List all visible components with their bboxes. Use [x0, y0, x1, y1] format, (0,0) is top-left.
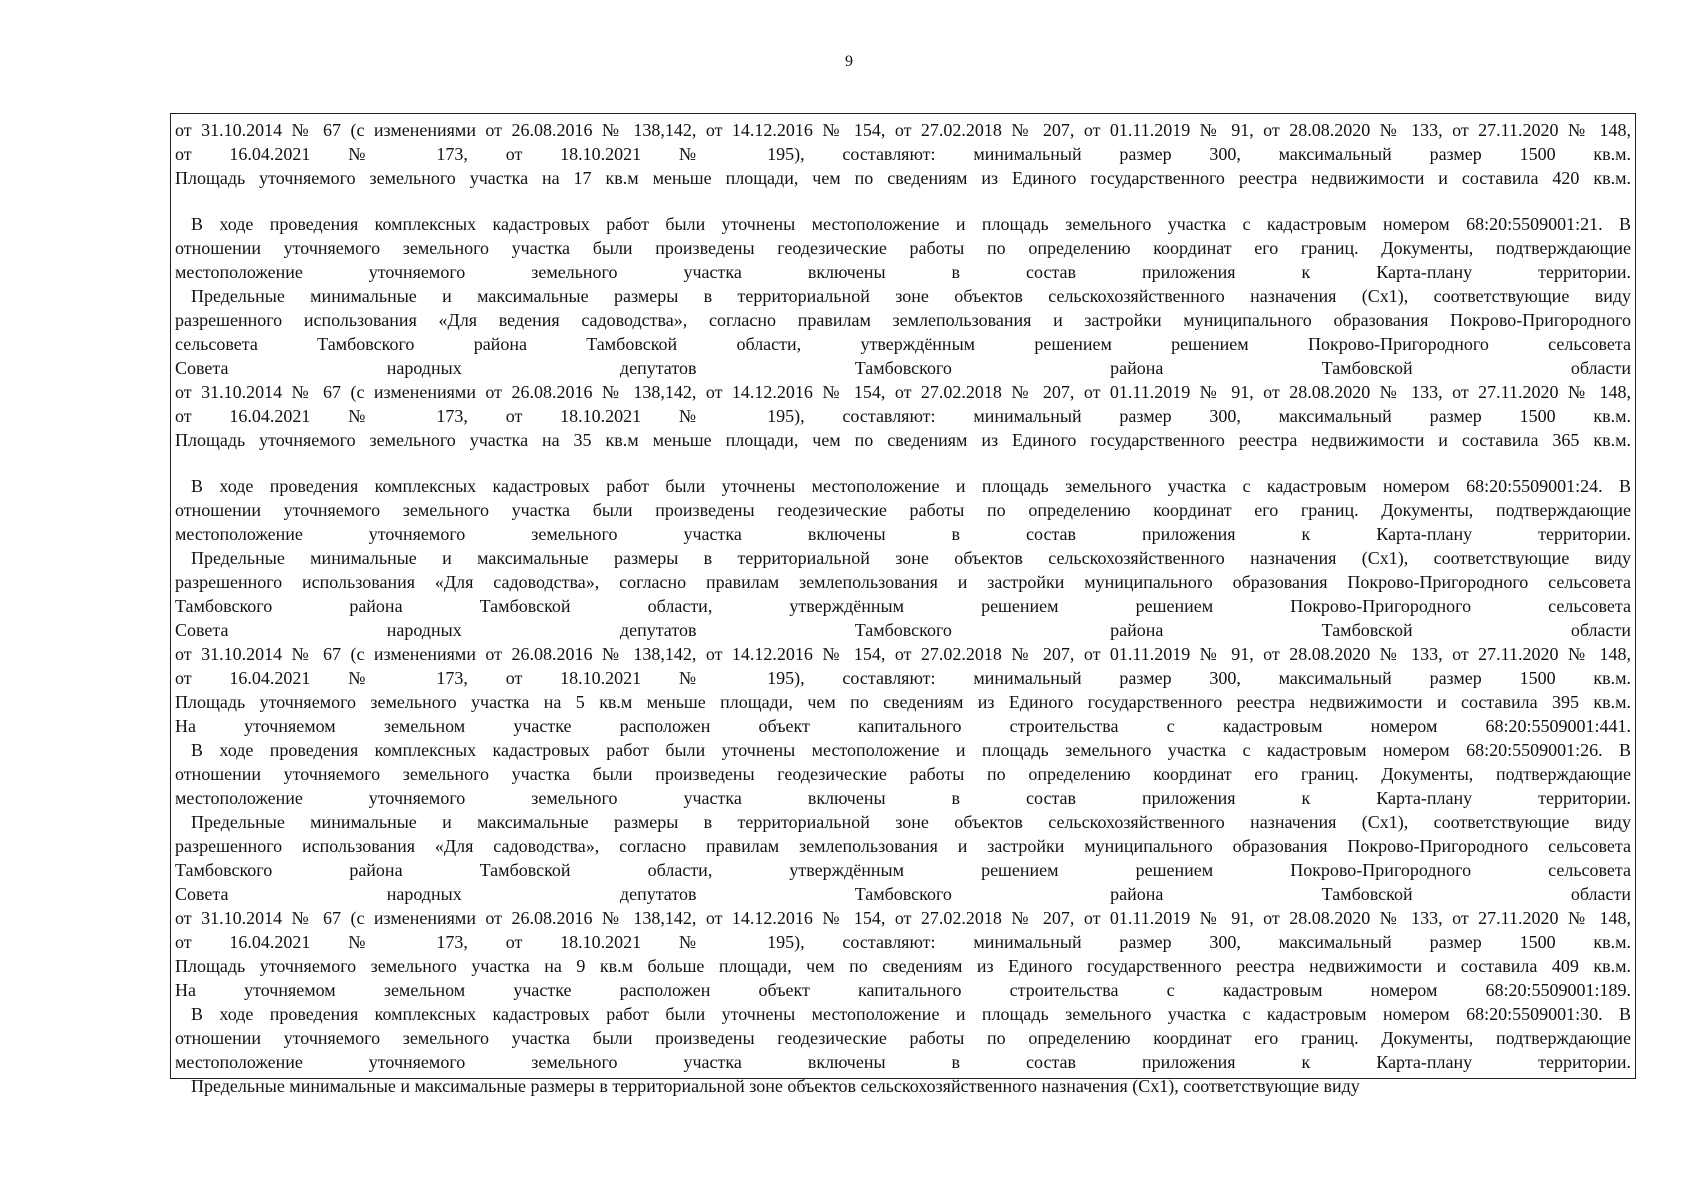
text-line: от 16.04.2021 № 173, от 18.10.2021 № 195), составляют: минимальный размер 300, максимальный размер 1500 кв.м. [175, 668, 1631, 688]
text-line: Площадь уточняемого земельного участка на 17 кв.м меньше площади, чем по сведениям из Единого государственного реестра недвижимости и составила 420 кв.м. [175, 168, 1631, 188]
text-line: от 31.10.2014 № 67 (с изменениями от 26.08.2016 № 138,142, от 14.12.2016 № 154, от 27.02.2018 № 207, от 01.11.2019 № 91, от 28.08.2020 № 133, от 27.11.2020 № 148, [175, 382, 1631, 402]
text-line: На уточняемом земельном участке расположен объект капитального строительства с кадастровым номером 68:20:5509001:189. [175, 980, 1631, 1000]
text-line: от 31.10.2014 № 67 (с изменениями от 26.08.2016 № 138,142, от 14.12.2016 № 154, от 27.02.2018 № 207, от 01.11.2019 № 91, от 28.08.2020 № 133, от 27.11.2020 № 148, [175, 120, 1631, 140]
document-text-frame [170, 113, 1636, 1096]
text-line: Тамбовского района Тамбовской области, утверждённым решением решением Покрово-Пригородного сельсовета [175, 596, 1631, 616]
text-line: Тамбовского района Тамбовской области, утверждённым решением решением Покрово-Пригородного сельсовета [175, 860, 1631, 880]
text-line: Предельные минимальные и максимальные размеры в территориальной зоне объектов сельскохозяйственного назначения (Сх1), соответствующие виду [191, 548, 1631, 568]
text-line: В ходе проведения комплексных кадастровых работ были уточнены местоположение и площадь земельного участка с кадастровым номером 68:20:5509001:30. В [191, 1004, 1631, 1024]
page-number: 9 [845, 53, 853, 70]
text-line: В ходе проведения комплексных кадастровых работ были уточнены местоположение и площадь земельного участка с кадастровым номером 68:20:5509001:24. В [191, 476, 1631, 496]
text-line: от 31.10.2014 № 67 (с изменениями от 26.08.2016 № 138,142, от 14.12.2016 № 154, от 27.02.2018 № 207, от 01.11.2019 № 91, от 28.08.2020 № 133, от 27.11.2020 № 148, [175, 644, 1631, 664]
text-line: от 16.04.2021 № 173, от 18.10.2021 № 195), составляют: минимальный размер 300, максимальный размер 1500 кв.м. [175, 144, 1631, 164]
text-line: от 31.10.2014 № 67 (с изменениями от 26.08.2016 № 138,142, от 14.12.2016 № 154, от 27.02.2018 № 207, от 01.11.2019 № 91, от 28.08.2020 № 133, от 27.11.2020 № 148, [175, 908, 1631, 928]
text-line: Предельные минимальные и максимальные размеры в территориальной зоне объектов сельскохозяйственного назначения (Сх1), соответствующие виду [191, 286, 1631, 306]
text-line: Площадь уточняемого земельного участка на 35 кв.м меньше площади, чем по сведениям из Единого государственного реестра недвижимости и составила 365 кв.м. [175, 430, 1631, 450]
text-line: от 16.04.2021 № 173, от 18.10.2021 № 195), составляют: минимальный размер 300, максимальный размер 1500 кв.м. [175, 932, 1631, 952]
text-line: Площадь уточняемого земельного участка на 9 кв.м больше площади, чем по сведениям из Единого государственного реестра недвижимости и составила 409 кв.м. [175, 956, 1631, 976]
text-line: разрешенного использования «Для ведения садоводства», согласно правилам землепользования и застройки муниципального образования Покрово-Пригородного [175, 310, 1631, 330]
text-line: Предельные минимальные и максимальные размеры в территориальной зоне объектов сельскохозяйственного назначения (Сх1), соответствующие виду [191, 1076, 1360, 1096]
text-line: местоположение уточняемого земельного участка включены в состав приложения к Карта-плану территории. [175, 1052, 1631, 1072]
text-line: Совета народных депутатов Тамбовского района Тамбовской области [175, 884, 1631, 904]
text-line: В ходе проведения комплексных кадастровых работ были уточнены местоположение и площадь земельного участка с кадастровым номером 68:20:5509001:21. В [191, 214, 1631, 234]
text-line: разрешенного использования «Для садоводства», согласно правилам землепользования и застройки муниципального образования Покрово-Пригородного сельсовета [175, 572, 1631, 592]
text-line: местоположение уточняемого земельного участка включены в состав приложения к Карта-плану территории. [175, 524, 1631, 544]
text-line: Совета народных депутатов Тамбовского района Тамбовской области [175, 620, 1631, 640]
text-line: отношении уточняемого земельного участка были произведены геодезические работы по определению координат его границ. Документы, подтверждающие [175, 1028, 1631, 1048]
text-line: Совета народных депутатов Тамбовского района Тамбовской области [175, 358, 1631, 378]
text-line: отношении уточняемого земельного участка были произведены геодезические работы по определению координат его границ. Документы, подтверждающие [175, 238, 1631, 258]
text-line: местоположение уточняемого земельного участка включены в состав приложения к Карта-плану территории. [175, 788, 1631, 808]
text-line: местоположение уточняемого земельного участка включены в состав приложения к Карта-плану территории. [175, 262, 1631, 282]
text-line: разрешенного использования «Для садоводства», согласно правилам землепользования и застройки муниципального образования Покрово-Пригородного сельсовета [175, 836, 1631, 856]
text-line: сельсовета Тамбовского района Тамбовской области, утверждённым решением решением Покрово-Пригородного сельсовета [175, 334, 1631, 354]
text-line: Предельные минимальные и максимальные размеры в территориальной зоне объектов сельскохозяйственного назначения (Сх1), соответствующие виду [191, 812, 1631, 832]
text-line: Площадь уточняемого земельного участка на 5 кв.м меньше площади, чем по сведениям из Единого государственного реестра недвижимости и составила 395 кв.м. [175, 692, 1631, 712]
text-line: от 16.04.2021 № 173, от 18.10.2021 № 195), составляют: минимальный размер 300, максимальный размер 1500 кв.м. [175, 406, 1631, 426]
text-line: отношении уточняемого земельного участка были произведены геодезические работы по определению координат его границ. Документы, подтверждающие [175, 500, 1631, 520]
text-line: отношении уточняемого земельного участка были произведены геодезические работы по определению координат его границ. Документы, подтверждающие [175, 764, 1631, 784]
text-line: На уточняемом земельном участке расположен объект капитального строительства с кадастровым номером 68:20:5509001:441. [175, 716, 1631, 736]
text-line: В ходе проведения комплексных кадастровых работ были уточнены местоположение и площадь земельного участка с кадастровым номером 68:20:5509001:26. В [191, 740, 1631, 760]
